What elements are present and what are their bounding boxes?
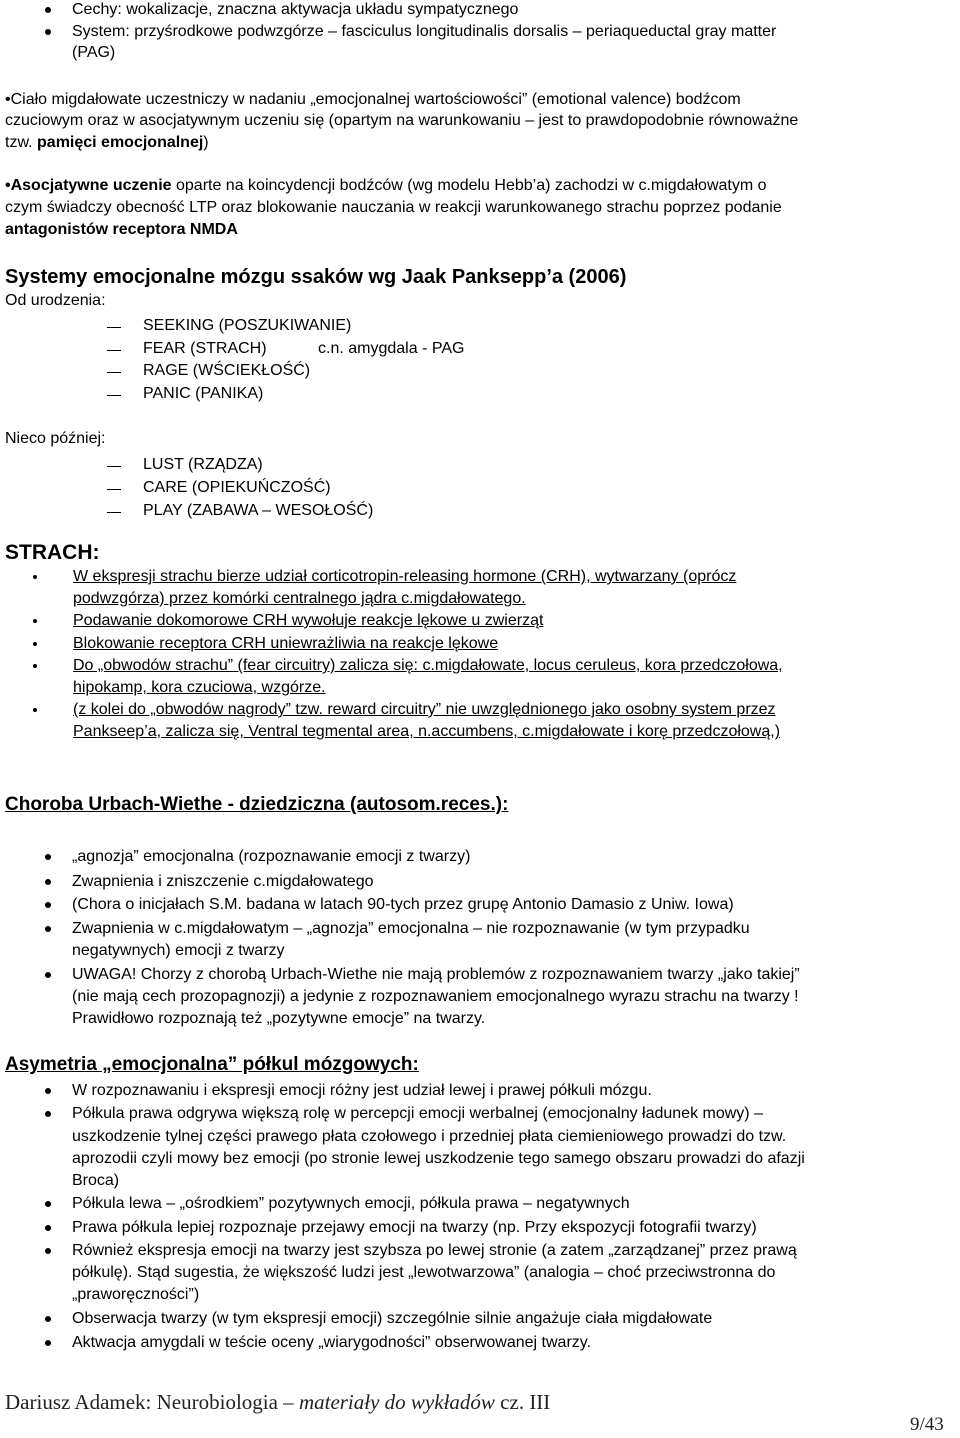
asym-item-5: Również ekspresja emocji na twarzy jest szybsza po lewej stronie (a zatem „zarządzanej” przez prawą [72, 1242, 797, 1259]
strach-bullet-5-l1: (z kolei do „obwodów nagrody” tzw. reward circuitry” nie uwzględnionego jako osobny system przez [73, 701, 776, 718]
bullet-dot [45, 879, 51, 885]
dash-marker [107, 512, 121, 513]
bullet-dot [45, 972, 51, 978]
dash-marker [107, 489, 121, 490]
panksepp-title: Systemy emocjonalne mózgu ssaków wg Jaak Panksepp’a (2006) [5, 266, 627, 288]
amygdala-line-3a: tzw. [5, 134, 38, 151]
system-fear: FEAR (STRACH) [143, 340, 267, 357]
bullet-dot [45, 1201, 51, 1207]
strach-bullet-5-l2: Pankseep’a, zalicza się, Ventral tegmental area, n.accumbens, c.migdałowate i korę przedczołową,) [73, 723, 781, 740]
asymetria-title: Asymetria „emocjonalna” półkul mózgowych: [5, 1054, 419, 1075]
dash-marker [107, 466, 121, 467]
top-bullet-1: Cechy: wokalizacje, znaczna aktywacja układu sympatycznego [72, 1, 519, 18]
bullet-dot [45, 29, 51, 35]
top-bullet-2-cont: (PAG) [72, 44, 116, 61]
assoc-term: •Asocjatywne uczenie [5, 177, 172, 194]
urbach-title: Choroba Urbach-Wiethe - dziedziczna (autosom.reces.): [5, 794, 509, 815]
bullet-dot [33, 575, 37, 579]
asym-item-6: Obserwacja twarzy (w tym ekspresji emocji) szczególnie silnie angażuje ciała migdałowate [72, 1310, 713, 1327]
assoc-line-3: antagonistów receptora NMDA [5, 221, 238, 238]
amygdala-line-1: •Ciało migdałowate uczestniczy w nadaniu „emocjonalnej wartościowości” (emotional valence) bodźcom [5, 91, 741, 108]
fear-note: c.n. amygdala - PAG [318, 340, 465, 357]
system-panic: PANIC (PANIKA) [143, 385, 264, 402]
strach-bullet-4-l1: Do „obwodów strachu” (fear circuitry) zalicza się: c.migdałowate, locus ceruleus, kora przedczołowa, [73, 657, 783, 674]
bullet-dot [45, 1225, 51, 1231]
dash-marker [107, 350, 121, 351]
bullet-dot [45, 1248, 51, 1254]
bullet-dot [33, 664, 37, 668]
urbach-item-1: „agnozja” emocjonalna (rozpoznawanie emocji z twarzy) [72, 848, 471, 865]
asym-item-7: Aktwacja amygdali w teście oceny „wiarygodności” obserwowanej twarzy. [72, 1334, 592, 1351]
dash-marker [107, 372, 121, 373]
bullet-dot [45, 1316, 51, 1322]
urbach-item-4-cont: negatywnych) emocji z twarzy [72, 942, 285, 959]
urbach-item-2: Zwapnienia i zniszczenie c.migdałowatego [72, 873, 374, 890]
urbach-item-4: Zwapnienia w c.migdałowatym – „agnozja” emocjonalna – nie rozpoznawanie (w tym przypadku [72, 920, 750, 937]
urbach-item-5-cont-1: (nie mają cech prozopagnozji) a jedynie z rozpoznawaniem emocjonalnego wyrazu strachu na twarzy ! [72, 988, 799, 1005]
footer-italic: materiały do wykładów [298, 1390, 495, 1414]
bullet-dot [45, 7, 51, 13]
system-care: CARE (OPIEKUŃCZOŚĆ) [143, 479, 331, 496]
bullet-dot [33, 642, 37, 646]
amygdala-line-2: czuciowym oraz w asocjatywnym uczeniu się (opartym na warunkowaniu – jest to prawdopodobnie równoważne [5, 112, 799, 129]
bullet-dot [45, 902, 51, 908]
assoc-line-2: czym świadczy obecność LTP oraz blokowanie nauczania w reakcji warunkowanego strachu poprzez podanie [5, 199, 782, 216]
bullet-dot [45, 926, 51, 932]
strach-bullet-1-l1: W ekspresji strachu bierze udział corticotropin-releasing hormone (CRH), wytwarzany (oprócz [73, 568, 737, 585]
top-bullet-2: System: przyśrodkowe podwzgórze – fasciculus longitudinalis dorsalis – periaqueductal gray matter [72, 23, 777, 40]
bullet-dot [33, 708, 37, 712]
amygdala-line-3c: ) [203, 134, 209, 151]
asym-item-5-cont-2: „praworęczności”) [72, 1286, 200, 1303]
asym-item-3: Półkula lewa – „ośrodkiem” pozytywnych emocji, półkula prawa – negatywnych [72, 1195, 630, 1212]
asym-item-5-cont-1: półkulę). Stąd sugestia, że większość ludzi jest „lewotwarzowa” (analogia – choć przeciwstronna do [72, 1264, 776, 1281]
asym-item-4: Prawa półkula lepiej rozpoznaje przejawy emocji na twarzy (np. Przy ekspozycji fotografii twarzy) [72, 1219, 757, 1236]
strach-bullet-1-l2: podwzgórza) przez komórki centralnego jądra c.migdałowatego. [73, 590, 526, 607]
urbach-item-3: (Chora o inicjałach S.M. badana w latach 90-tych przez grupę Antonio Damasio z Uniw. Iowa) [72, 896, 734, 913]
system-seeking: SEEKING (POSZUKIWANIE) [143, 317, 352, 334]
asym-item-2: Półkula prawa odgrywa większą rolę w percepcji emocji werbalnej (emocjonalny ładunek mowy) – [72, 1105, 763, 1122]
dash-marker [107, 395, 121, 396]
strach-bullet-3: Blokowanie receptora CRH uniewrażliwia na reakcje lękowe [73, 635, 499, 652]
assoc-line-1 [5, 176, 767, 196]
footer-author-text: Dariusz Adamek: Neurobiologia – [5, 1390, 299, 1414]
footer-suffix: cz. III [494, 1390, 551, 1414]
footer-author [5, 1390, 550, 1414]
dash-marker [107, 327, 121, 328]
page-number: 9/43 [910, 1414, 944, 1435]
bullet-dot [45, 1111, 51, 1117]
asym-item-2-cont-3: Broca) [72, 1172, 120, 1189]
asym-item-2-cont-2: aprozodii czyli mowy bez emocji (po stronie lewej uszkodzenie tego samego obszaru prowadzi do afazji [72, 1150, 805, 1167]
system-lust: LUST (RZĄDZA) [143, 456, 263, 473]
system-play: PLAY (ZABAWA – WESOŁOŚĆ) [143, 502, 374, 519]
asym-item-2-cont-1: uszkodzenie tylnej części prawego płata czołowego i przedniej płata ciemieniowego prowadzi do tzw. [72, 1128, 787, 1145]
bullet-dot [33, 619, 37, 623]
assoc-line-1-rest: oparte na koincydencji bodźców (wg modelu Hebb’a) zachodzi w c.migdałowatym o [171, 177, 767, 194]
bullet-dot [45, 1088, 51, 1094]
strach-title: STRACH: [5, 541, 100, 564]
system-rage: RAGE (WŚCIEKŁOŚĆ) [143, 362, 311, 379]
asym-item-1: W rozpoznawaniu i ekspresji emocji różny jest udział lewej i prawej półkuli mózgu. [72, 1082, 652, 1099]
strach-bullet-4-l2: hipokamp, kora czuciowa, wzgórze. [73, 679, 326, 696]
bullet-dot [45, 1340, 51, 1346]
urbach-item-5-cont-2: Prawidłowo rozpoznają też „pozytywne emocje” na twarzy. [72, 1010, 486, 1027]
urbach-item-5: UWAGA! Chorzy z chorobą Urbach-Wiethe nie mają problemów z rozpoznawaniem twarzy „jako takiej” [72, 966, 800, 983]
later-label: Nieco później: [5, 430, 106, 447]
from-birth-label: Od urodzenia: [5, 292, 106, 309]
amygdala-line-3 [5, 133, 209, 153]
strach-bullet-2: Podawanie dokomorowe CRH wywołuje reakcje lękowe u zwierząt [73, 612, 544, 629]
bullet-dot [45, 854, 51, 860]
emotional-memory-term: pamięci emocjonalnej [37, 134, 204, 151]
